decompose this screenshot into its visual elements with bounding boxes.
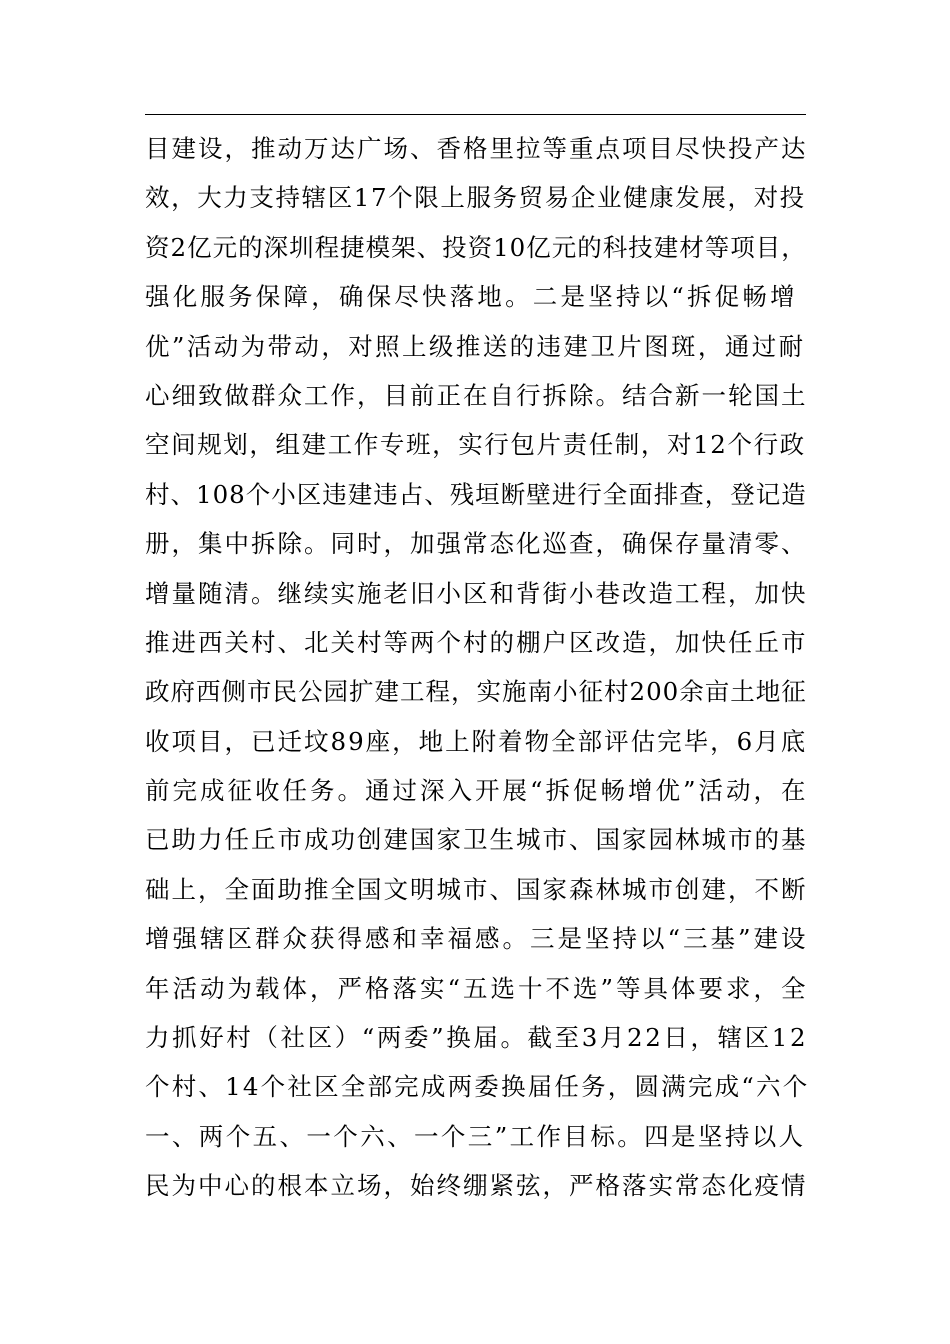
- text-line: 推进西关村、北关村等两个村的棚户区改造，加快任丘市: [145, 627, 808, 657]
- text-line: 心细致做群众工作，目前正在自行拆除。结合新一轮国土: [145, 380, 808, 410]
- text-line: 资2亿元的深圳程捷模架、投资10亿元的科技建材等项目，: [145, 232, 807, 262]
- text-line: 年活动为载体，严格落实“五选十不选”等具体要求，全: [145, 973, 809, 1003]
- text-line: 村、108个小区违建违占、残垣断壁进行全面排查，登记造: [145, 479, 807, 509]
- text-line: 优”活动为带动，对照上级推送的违建卫片图斑，通过耐: [145, 331, 806, 361]
- text-line: 空间规划，组建工作专班，实行包片责任制，对12个行政: [145, 430, 806, 460]
- text-line: 册，集中拆除。同时，加强常态化巡查，确保存量清零、: [145, 529, 808, 559]
- text-line: 已助力任丘市成功创建国家卫生城市、国家园林城市的基: [145, 825, 808, 855]
- text-line: 政府西侧市民公园扩建工程，实施南小征村200余亩土地征: [145, 677, 807, 707]
- text-line: 强化服务保障，确保尽快落地。二是坚持以“拆促畅增: [145, 282, 798, 312]
- text-line: 增量随清。继续实施老旧小区和背街小巷改造工程，加快: [145, 578, 808, 608]
- text-line: 收项目，已迁坟89座，地上附着物全部评估完毕，6月底: [145, 726, 808, 756]
- text-line: 目建设，推动万达广场、香格里拉等重点项目尽快投产达: [145, 134, 808, 163]
- text-line: 前完成征收任务。通过深入开展“拆促畅增优”活动，在: [145, 776, 809, 806]
- text-line: 效，大力支持辖区17个限上服务贸易企业健康发展，对投: [145, 183, 806, 213]
- text-line: 一、两个五、一个六、一个三”工作目标。四是坚持以人: [145, 1121, 806, 1151]
- text-line: 础上，全面助推全国文明城市、国家森林城市创建，不断: [145, 874, 808, 904]
- text-line: 个村、14个社区全部完成两委换届任务，圆满完成“六个: [145, 1072, 810, 1102]
- header-rule: [145, 114, 806, 115]
- text-line: 增强辖区群众获得感和幸福感。三是坚持以“三基”建设: [145, 924, 809, 954]
- body-paragraph: [145, 124, 825, 1211]
- text-line: 民为中心的根本立场，始终绷紧弦，严格落实常态化疫情: [145, 1171, 808, 1201]
- text-line: 力抓好村（社区）“两委”换届。截至3月22日，辖区12: [145, 1023, 809, 1053]
